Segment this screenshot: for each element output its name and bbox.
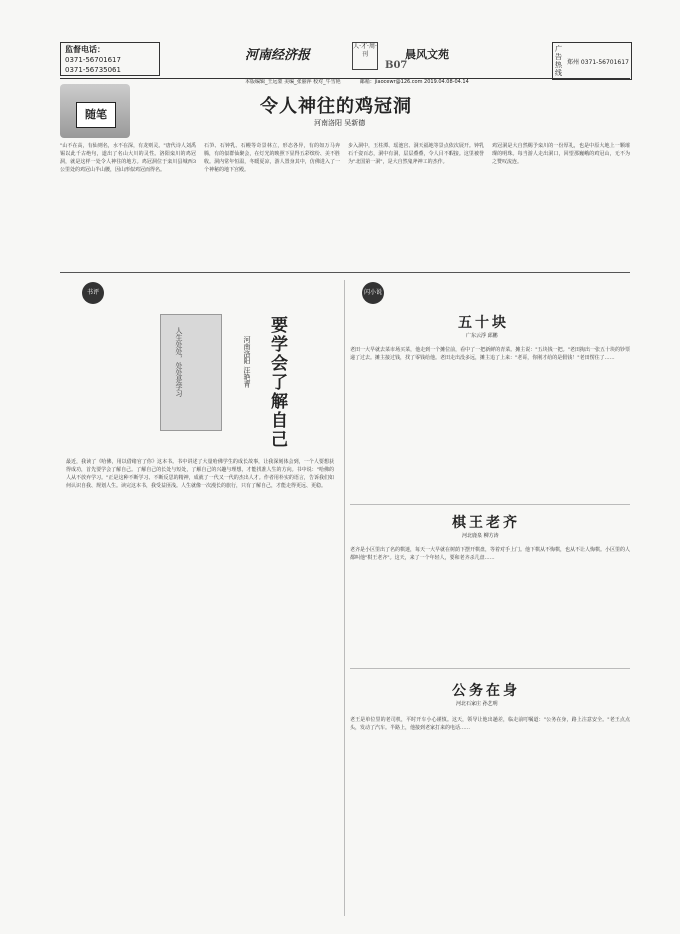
book-cover-image bbox=[160, 314, 222, 431]
ad-phone: 郑州 0371-56701617 bbox=[567, 59, 629, 66]
essay-col-4: 鸡冠洞是大自然赐予栾川的一份厚礼，也是中原大地上一颗璀璨的明珠。每当游人走出洞口，回望那巍峨的鸡冠山，无不为之赞叹流连。 bbox=[492, 143, 630, 165]
essay-col-1: "山不在高，有仙则名，水不在深，有龙则灵。"唐代诗人刘禹锡以此千古绝句，道出了名山大川的灵性。洛阳栾川的鸡冠洞，就是这样一处令人神往的地方。鸡冠洞位于栾川县城西3公里处的鸡冠山半山腰，因山形似鸡冠而得名。 bbox=[60, 143, 196, 173]
section-label-shanxiaoshuo: 闪小说 bbox=[362, 282, 384, 304]
story-author-3: 河北石家庄 孙艺明 bbox=[456, 701, 498, 707]
paper-name: 河南经济报 bbox=[245, 48, 311, 63]
phone-label: 监督电话： bbox=[65, 45, 105, 54]
weekly-seal: 人·才·周·刊 bbox=[352, 42, 378, 70]
story-body-3: 老王是单位里的老司机，平时开车小心谨慎。这天，领导让他出趟差，临走前叮嘱道："公务在身，路上注意安全。"老王点点头，发动了汽车。半路上，他接到老家打来的电话…… bbox=[350, 717, 630, 731]
essay-section bbox=[60, 84, 630, 269]
header-divider bbox=[60, 78, 630, 79]
section-divider bbox=[60, 272, 630, 273]
essay-author: 河南洛阳 吴新德 bbox=[314, 119, 366, 127]
flash-fiction-section bbox=[350, 276, 630, 916]
editor-credit: 本版编辑_王远蒙 美编_张丽萍 校对_牛雪艳 bbox=[245, 79, 341, 85]
essay-col-3: 步入洞中，玉柱潭、瑶池宫、洞天福地等景点依次展开。钟乳石千姿百态，洞中有洞，层层叠叠，令人目不暇接。这里被誉为"北国第一洞"，是大自然鬼斧神工的杰作。 bbox=[348, 143, 484, 165]
column-name: 晨风文苑 bbox=[405, 48, 449, 61]
story-title-2: 棋王老齐 bbox=[452, 515, 520, 531]
email-line: 邮箱：jiaocewr@126.com 2019.04.08-04.14 bbox=[359, 79, 469, 85]
page-number: B07 bbox=[385, 60, 408, 71]
supervision-phone-box bbox=[60, 42, 160, 76]
story-title-3: 公务在身 bbox=[452, 683, 520, 699]
ad-label: 广告热线 bbox=[555, 45, 562, 77]
story-body-2: 老齐是小区里出了名的棋迷，每天一大早就在树荫下摆开棋盘，等着对手上门。他下棋从不悔棋，也从不让人悔棋。小区里的人都叫他"棋王老齐"。这天，来了一个年轻人，要和老齐杀几盘…… bbox=[350, 547, 630, 561]
section-label-suibi: 随笔 bbox=[76, 102, 116, 128]
review-body: 最近，我读了《哈佛，用以借绪官了你》这本书。书中讲述了大量哈佛学生的成长故事，让我深刻体会到，一个人要想获得成功，首先要学会了解自己。了解自己的长处与短处，了解自己的兴趣与理想，才能找准人生的方向。书中说："哈佛的人从不放弃学习。"正是这种不断学习、不断反思的精神，成就了一代又一代的杰出人才。作者用朴实的语言，告诉我们如何认识自我、规划人生。读完这本书，我受益匪浅。人生就像一次漫长的旅行，只有了解自己，才能走得更远、更稳。 bbox=[66, 459, 334, 489]
section-label-shuping: 书评 bbox=[82, 282, 104, 304]
story-author-1: 广东云浮 邱鹏 bbox=[466, 333, 498, 339]
ad-box bbox=[552, 42, 632, 80]
story-author-2: 河北鹿泉 柳方涛 bbox=[462, 533, 499, 539]
review-author: 河南洛阳 汪艳青 bbox=[243, 336, 251, 388]
essay-col-2: 石笋、石钟乳、石幔等奇景林立，形态各异，有的如万马奔腾，有的似群仙聚会，在灯光的映照下显得五彩缤纷、美不胜收。洞内常年恒温，冬暖夏凉，游人置身其中，仿佛进入了一个神秘的地下宫殿。 bbox=[204, 143, 340, 173]
review-title: 要学会了解自己 bbox=[267, 316, 287, 449]
phone-number-1: 0371-56701617 bbox=[65, 56, 121, 64]
column-divider bbox=[344, 280, 345, 916]
book-review-section bbox=[60, 276, 340, 916]
page-header bbox=[60, 34, 629, 85]
masthead bbox=[245, 44, 565, 70]
phone-number-2: 0371-56735061 bbox=[65, 66, 121, 74]
story-divider-2 bbox=[350, 668, 630, 669]
book-cover-text: 人生处处，处处是学习 bbox=[175, 327, 183, 397]
story-body-1: 老田一大早就去菜市场买菜，他走到一个摊位前，看中了一把新鲜的青菜。摊主说："五块钱一把。"老田掏出一张五十块的钞票递了过去。摊主接过钱，找了零钱给他。老田走出没多远，摊主追了上来："老哥，你刚才给的是假钱！"老田愣住了…… bbox=[350, 347, 630, 361]
essay-title: 令人神往的鸡冠洞 bbox=[260, 96, 412, 117]
story-divider-1 bbox=[350, 504, 630, 505]
story-title-1: 五十块 bbox=[458, 315, 509, 331]
